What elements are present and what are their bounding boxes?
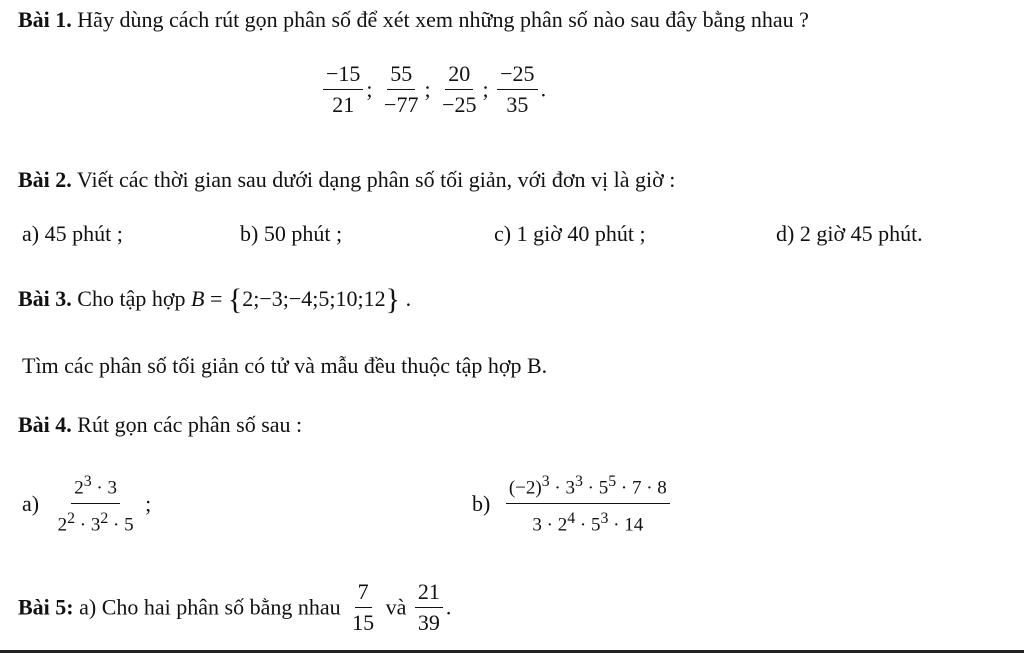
bai3-line2: Tìm các phân số tối giản có tử và mẫu đều thuộc tập hợp B. bbox=[22, 353, 548, 378]
bai4-b-fraction bbox=[506, 470, 670, 538]
bai4-a-denominator: $2^2 \cdot 3^2 \cdot 5$ bbox=[57, 510, 134, 536]
bai2-question bbox=[18, 166, 675, 194]
bai5-label: Bài 5: bbox=[18, 594, 74, 620]
bai1-fractions bbox=[320, 62, 546, 117]
bai3-text: Cho tập hợp bbox=[71, 286, 191, 311]
bai5-fraction-2-den: 39 bbox=[417, 610, 440, 635]
set-equals: = bbox=[204, 286, 228, 311]
left-brace: { bbox=[227, 283, 243, 316]
fraction-4-num: −25 bbox=[497, 62, 537, 90]
bai5-fraction-1-num: 7 bbox=[355, 580, 372, 608]
fraction-2 bbox=[381, 62, 421, 117]
bai5-fraction-1 bbox=[349, 580, 377, 635]
bai2-item-c: c) 1 giờ 40 phút ; bbox=[494, 221, 646, 246]
bai4-b-label: b) bbox=[472, 490, 491, 516]
bai5-conj: và bbox=[380, 594, 412, 620]
bai4-label: Bài 4. bbox=[18, 412, 72, 437]
bai5-fraction-2 bbox=[415, 580, 443, 635]
set-name: B bbox=[190, 286, 205, 311]
fraction-2-num: 55 bbox=[387, 62, 415, 90]
fraction-1-den: 21 bbox=[332, 92, 355, 117]
separator: ; bbox=[482, 76, 489, 102]
bai5-question bbox=[18, 580, 451, 635]
fraction-4 bbox=[497, 62, 537, 117]
bai2-item-d: d) 2 giờ 45 phút. bbox=[776, 221, 923, 246]
right-brace: } bbox=[385, 283, 401, 316]
bai1-question bbox=[18, 6, 809, 34]
bai5-fraction-2-num: 21 bbox=[415, 580, 443, 608]
bai2-text: Viết các thời gian sau dưới dạng phân số tối giản, với đơn vị là giờ : bbox=[71, 167, 676, 192]
bai1-text: Hãy dùng cách rút gọn phân số để xét xem những phân số nào sau đây bằng nhau ? bbox=[71, 7, 809, 32]
bai4-part-b bbox=[472, 470, 673, 538]
bai5-text: a) Cho hai phân số bằng nhau bbox=[73, 594, 347, 620]
bai1-label: Bài 1. bbox=[18, 7, 72, 32]
bai4-b-denominator: $3 \cdot 2^4 \cdot 5^3 \cdot 14$ bbox=[532, 510, 644, 536]
bai4-b-numerator: $(-2)^3 \cdot 3^3 \cdot 5^5 \cdot 7 \cdot 8$ bbox=[506, 470, 670, 504]
bai2-item-b: b) 50 phút ; bbox=[240, 221, 343, 246]
bai4-a-label: a) bbox=[22, 490, 40, 516]
period: . bbox=[540, 76, 547, 102]
separator: ; bbox=[424, 76, 431, 102]
fraction-1 bbox=[323, 62, 363, 117]
bai2-item-a: a) 45 phút ; bbox=[22, 221, 123, 246]
bai4-question bbox=[18, 411, 302, 439]
bai2-label: Bài 2. bbox=[18, 167, 72, 192]
bai4-a-tail: ; bbox=[139, 490, 152, 516]
fraction-3-den: −25 bbox=[442, 92, 477, 117]
bai5-fraction-1-den: 15 bbox=[352, 610, 375, 635]
set-values: 2;−3;−4;5;10;12 bbox=[242, 286, 386, 311]
bai4-part-a bbox=[22, 470, 151, 538]
fraction-1-num: −15 bbox=[323, 62, 363, 90]
fraction-3 bbox=[439, 62, 479, 117]
bai4-a-fraction bbox=[55, 470, 137, 538]
bai3-question bbox=[18, 285, 411, 314]
fraction-2-den: −77 bbox=[384, 92, 419, 117]
set-end: . bbox=[400, 286, 412, 311]
bai3-label: Bài 3. bbox=[18, 286, 72, 311]
bai4-a-numerator: $2^3 \cdot 3$ bbox=[71, 470, 120, 504]
bai4-text: Rút gọn các phân số sau : bbox=[71, 412, 303, 437]
separator: ; bbox=[366, 76, 373, 102]
fraction-3-num: 20 bbox=[445, 62, 473, 90]
bai5-end: . bbox=[445, 594, 452, 620]
fraction-4-den: 35 bbox=[506, 92, 529, 117]
